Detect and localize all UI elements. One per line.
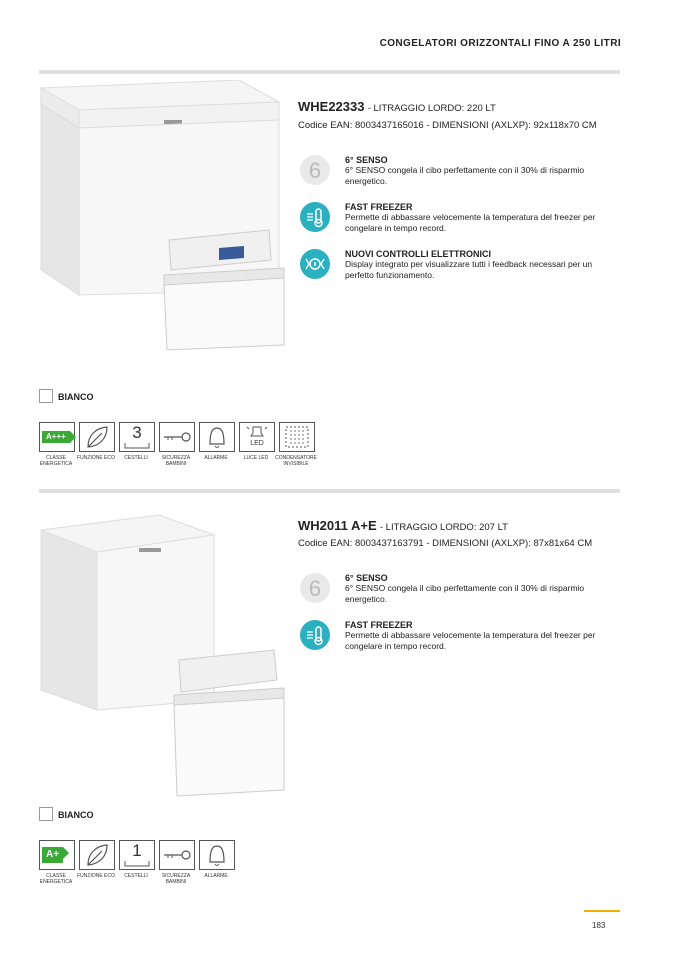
eco-leaf-icon bbox=[79, 422, 115, 452]
basket-count: 1 bbox=[132, 841, 142, 860]
alarm-bell-icon bbox=[199, 422, 235, 452]
electronic-controls-icon bbox=[300, 249, 330, 279]
feature-desc: Display integrato per visualizzare tutti i feedback necessari per un perfetto funzionamento. bbox=[345, 259, 593, 280]
led-text: LED bbox=[250, 440, 264, 447]
eco-leaf-icon bbox=[79, 840, 115, 870]
page-header-title: CONGELATORI ORIZZONTALI FINO A 250 LITRI bbox=[379, 38, 621, 49]
ean-dimensions: Codice EAN: 8003437163791 - DIMENSIONI (AXLXP): 87x81x64 CM bbox=[298, 538, 593, 549]
feature-item bbox=[300, 620, 620, 660]
feature-desc: 6° SENSO congela il cibo perfettamente con il 30% di risparmio energetico. bbox=[345, 165, 585, 186]
feature-item bbox=[300, 155, 620, 195]
spec-label: FUNZIONE ECO bbox=[77, 455, 115, 461]
product-photo-whe22333 bbox=[39, 80, 289, 370]
feature-desc: 6° SENSO congela il cibo perfettamente con il 30% di risparmio energetico. bbox=[345, 583, 585, 604]
color-label: BIANCO bbox=[58, 810, 94, 820]
spec-label: CONDENSATORE INVISIBILE bbox=[275, 455, 317, 467]
basket-count: 3 bbox=[132, 423, 142, 442]
spec-label: SICUREZZA BAMBINI bbox=[161, 873, 191, 885]
basket-icon bbox=[119, 840, 155, 870]
energy-class-icon bbox=[39, 422, 75, 452]
energy-class-value: A+ bbox=[42, 847, 63, 863]
model-name: WHE22333 bbox=[298, 99, 365, 114]
capacity: - LITRAGGIO LORDO: 207 LT bbox=[379, 522, 508, 533]
spec-icons-row bbox=[39, 840, 259, 890]
spec-label: CESTELLI bbox=[124, 455, 148, 461]
model-name: WH2011 A+E bbox=[298, 518, 377, 533]
color-swatch-white[interactable] bbox=[39, 807, 53, 821]
basket-icon bbox=[119, 422, 155, 452]
product-photo-wh2011 bbox=[39, 500, 289, 800]
feature-item bbox=[300, 202, 620, 242]
spec-label: CLASSE ENERGETICA bbox=[39, 873, 73, 885]
ean-dimensions: Codice EAN: 8003437165016 - DIMENSIONI (AXLXP): 92x118x70 CM bbox=[298, 120, 597, 131]
fast-freezer-icon bbox=[300, 620, 330, 650]
energy-class-value: A+++ bbox=[42, 431, 70, 443]
feature-item bbox=[300, 573, 620, 613]
svg-text:6: 6 bbox=[308, 576, 322, 601]
color-label: BIANCO bbox=[58, 392, 94, 402]
product-title bbox=[298, 99, 496, 114]
svg-text:6: 6 bbox=[308, 158, 322, 183]
spec-label: SICUREZZA BAMBINI bbox=[161, 455, 191, 467]
feature-title: FAST FREEZER bbox=[345, 202, 413, 212]
feature-desc: Permette di abbassare velocemente la temperatura del freezer per congelare in tempo record. bbox=[345, 212, 596, 233]
spec-label: ALLARME bbox=[204, 873, 228, 879]
spec-label: CESTELLI bbox=[124, 873, 148, 879]
section-divider bbox=[39, 70, 620, 74]
product-title bbox=[298, 518, 508, 533]
six-sense-icon bbox=[300, 155, 330, 185]
key-lock-icon bbox=[159, 840, 195, 870]
spec-label: LUCE LED bbox=[243, 455, 269, 461]
feature-title: 6° SENSO bbox=[345, 573, 388, 583]
energy-class-icon bbox=[39, 840, 75, 870]
six-sense-icon bbox=[300, 573, 330, 603]
hidden-condenser-icon bbox=[279, 422, 315, 452]
page-number-rule bbox=[584, 910, 620, 912]
feature-title: NUOVI CONTROLLI ELETTRONICI bbox=[345, 249, 491, 259]
section-divider bbox=[39, 489, 620, 493]
key-lock-icon bbox=[159, 422, 195, 452]
capacity: - LITRAGGIO LORDO: 220 LT bbox=[367, 103, 496, 114]
spec-label: FUNZIONE ECO bbox=[77, 873, 115, 879]
spec-icons-row bbox=[39, 422, 329, 472]
fast-freezer-icon bbox=[300, 202, 330, 232]
alarm-bell-icon bbox=[199, 840, 235, 870]
page-number: 183 bbox=[592, 921, 606, 930]
led-light-icon bbox=[239, 422, 275, 452]
spec-label: CLASSE ENERGETICA bbox=[39, 455, 73, 467]
spec-label: ALLARME bbox=[204, 455, 228, 461]
color-swatch-white[interactable] bbox=[39, 389, 53, 403]
feature-desc: Permette di abbassare velocemente la temperatura del freezer per congelare in tempo record. bbox=[345, 630, 596, 651]
feature-item bbox=[300, 249, 620, 289]
feature-title: 6° SENSO bbox=[345, 155, 388, 165]
feature-title: FAST FREEZER bbox=[345, 620, 413, 630]
